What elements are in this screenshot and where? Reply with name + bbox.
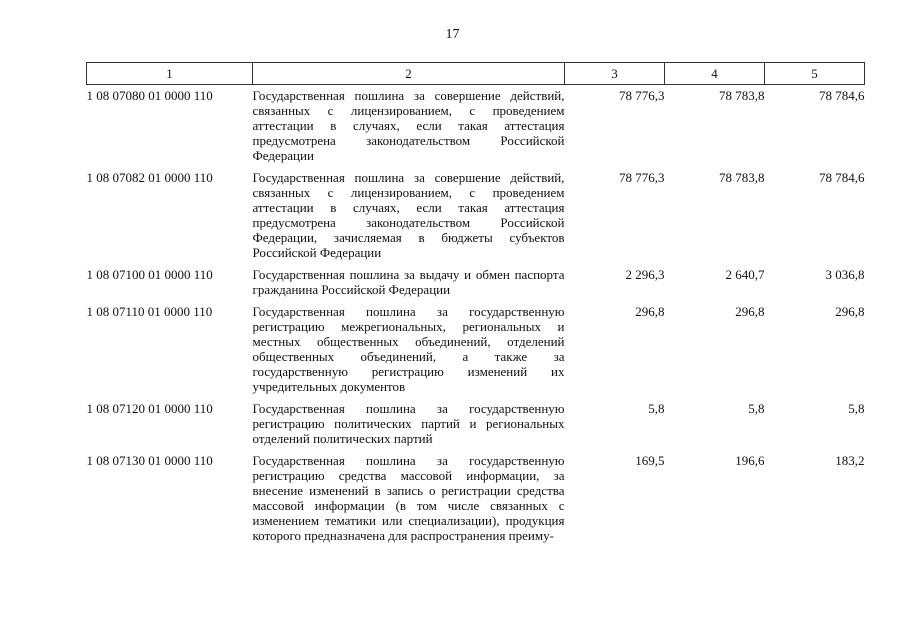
row-value-col5: 5,8 [848, 401, 865, 416]
row-value-col4: 78 783,8 [719, 88, 765, 103]
row-value-col4: 5,8 [748, 401, 765, 416]
row-code: 1 08 07100 01 0000 110 [86, 267, 213, 282]
row-value-col3: 78 776,3 [619, 170, 665, 185]
row-code: 1 08 07080 01 0000 110 [86, 88, 213, 103]
row-value-col3: 296,8 [635, 304, 665, 319]
table-row [87, 167, 865, 264]
row-value-col3: 5,8 [648, 401, 665, 416]
row-code: 1 08 07110 01 0000 110 [86, 304, 213, 319]
row-value-col5: 78 784,6 [819, 88, 865, 103]
table-row [87, 301, 865, 398]
revenue-table [86, 62, 865, 547]
row-value-col5: 296,8 [835, 304, 865, 319]
row-description: Государственная пошлина за совершение действий, связанных с лицензированием, с проведением аттестации в случаях, если такая аттестация предусмотрена законодательством Российской Федерации [252, 88, 565, 163]
row-value-col5: 3 036,8 [825, 267, 865, 282]
column-header-5: 5 [765, 63, 865, 85]
row-description: Государственная пошлина за государственную регистрацию средства массовой информации, за внесение изменений в запись о регистрации средства массовой информации (в том числе связанных с изменением тематики или специализации), продукция которого предназначена для распространения преиму- [252, 453, 565, 543]
row-description: Государственная пошлина за выдачу и обмен паспорта гражданина Российской Федерации [252, 267, 565, 297]
table-row [87, 398, 865, 450]
row-description: Государственная пошлина за государственную регистрацию межрегиональных, региональных и местных общественных объединений, отделений общественных объединений, а также за государственную регистрацию изменений их учредительных документов [252, 304, 565, 394]
table-row [87, 450, 865, 547]
table-row [87, 264, 865, 301]
column-header-1: 1 [87, 63, 253, 85]
row-value-col4: 78 783,8 [719, 170, 765, 185]
row-code: 1 08 07130 01 0000 110 [86, 453, 213, 468]
row-code: 1 08 07082 01 0000 110 [86, 170, 213, 185]
row-value-col3: 169,5 [635, 453, 665, 468]
row-value-col3: 2 296,3 [625, 267, 665, 282]
page-number: 17 [445, 27, 460, 42]
row-value-col5: 78 784,6 [819, 170, 865, 185]
table-row [87, 85, 865, 168]
row-description: Государственная пошлина за государственную регистрацию политических партий и региональных отделений политических партий [252, 401, 565, 446]
row-value-col5: 183,2 [835, 453, 865, 468]
row-value-col3: 78 776,3 [619, 88, 665, 103]
row-code: 1 08 07120 01 0000 110 [86, 401, 213, 416]
row-value-col4: 296,8 [735, 304, 765, 319]
row-value-col4: 2 640,7 [725, 267, 765, 282]
column-header-2: 2 [253, 63, 565, 85]
column-header-4: 4 [665, 63, 765, 85]
column-header-3: 3 [565, 63, 665, 85]
row-description: Государственная пошлина за совершение действий, связанных с лицензированием, с проведением аттестации в случаях, если такая аттестация предусмотрена законодательством Российской Федерации, зачисляемая в бюджеты субъектов Российской Федерации [252, 170, 565, 260]
table-header-row [87, 63, 865, 85]
row-value-col4: 196,6 [735, 453, 765, 468]
